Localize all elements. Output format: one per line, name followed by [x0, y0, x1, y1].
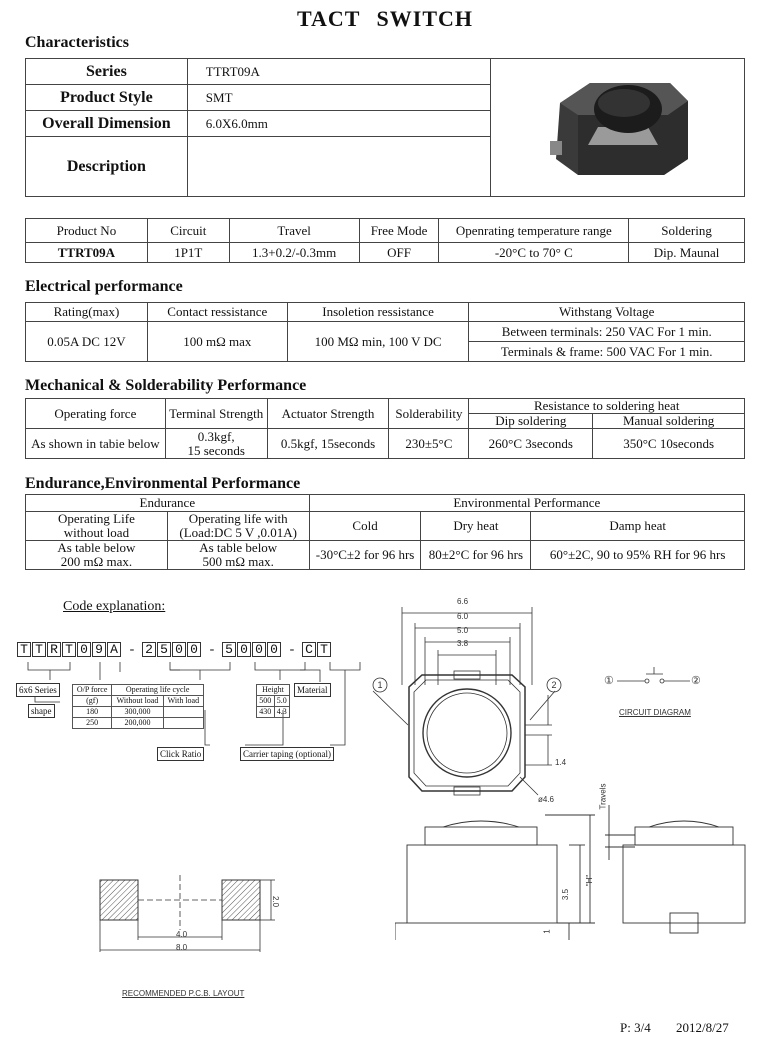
dim-diameter: ø4.6	[538, 795, 555, 804]
page-title: TACT SWITCH	[296, 6, 474, 31]
product-header: Product No	[26, 219, 148, 243]
svg-text:2: 2	[551, 680, 557, 690]
terminal-strength-line2: 15 seconds	[187, 442, 245, 458]
code-char: 9	[92, 642, 106, 657]
dim-top-4: 3.8	[457, 639, 469, 648]
code-char: 0	[187, 642, 201, 657]
height-table-cell: 5.0	[274, 696, 289, 707]
code-char: 0	[172, 642, 186, 657]
switch-photo	[538, 71, 698, 181]
product-header: Soldering	[629, 219, 745, 243]
date: 2012/8/27	[676, 1020, 729, 1035]
endurance-header	[26, 512, 168, 541]
endurance-header: Dry heat	[421, 512, 531, 541]
code-char: 0	[252, 642, 266, 657]
op-life-line1: Operating Life	[57, 511, 135, 526]
life-value-line1: As table below	[57, 540, 136, 555]
code-char: A	[107, 642, 121, 657]
mechanical-cell	[165, 429, 267, 459]
rating-value: 0.05A DC 12V	[26, 322, 148, 362]
product-table	[25, 218, 745, 263]
life-table-cell	[163, 707, 203, 718]
code-char: T	[62, 642, 76, 657]
life-table-cell	[163, 718, 203, 729]
electrical-heading: Electrical performance	[25, 278, 183, 295]
op-life-load-line2: (Load:DC 5 V ,0.01A)	[179, 525, 298, 540]
dim-top-3: 5.0	[457, 626, 469, 635]
life-table-sub: With load	[163, 696, 203, 707]
code-char: R	[47, 642, 61, 657]
terminal-strength-line1: 0.3kgf,	[197, 428, 235, 444]
code-char: 5	[222, 642, 236, 657]
endurance-header: Cold	[309, 512, 421, 541]
characteristics-heading: Characteristics	[25, 34, 129, 51]
mechanical-header: Resistance to soldering heat	[469, 399, 745, 414]
life-table-cell: 300,000	[112, 707, 164, 718]
side-dim-2: "H"	[585, 874, 595, 887]
height-table-cell: 500	[257, 696, 275, 707]
endurance-group: Endurance	[26, 495, 310, 512]
mechanical-header: Operating force	[26, 399, 166, 429]
pcb-label: RECOMMENDED P.C.B. LAYOUT	[122, 989, 245, 998]
product-photo-cell	[491, 59, 745, 197]
travels-label: Travels	[598, 783, 608, 810]
dim-top-2: 6.0	[457, 612, 469, 621]
product-header: Travel	[229, 219, 359, 243]
mechanical-header: Actuator Strength	[267, 399, 389, 429]
height-table-header: Height	[257, 685, 290, 696]
endurance-cell	[167, 541, 309, 570]
endurance-heading: Endurance,Environmental Performance	[25, 475, 301, 492]
code-char: T	[317, 642, 331, 657]
mechanical-cell: 260°C 3seconds	[469, 429, 593, 459]
life-value-line2: 200 mΩ max.	[60, 554, 133, 569]
mechanical-heading: Mechanical & Solderability Performance	[25, 377, 307, 394]
code-char: T	[17, 642, 31, 657]
product-header: Circuit	[147, 219, 229, 243]
life-table-sub: Without load	[112, 696, 164, 707]
side-dim-1: 3.5	[561, 888, 571, 901]
carrier-tag: Carrier taping (optional)	[240, 747, 334, 761]
product-cell: OFF	[359, 243, 439, 263]
damp-heat-value: 60°±2C, 90 to 95% RH for 96 hrs	[531, 541, 745, 570]
mechanical-subheader: Manual soldering	[593, 414, 745, 429]
dry-heat-value: 80±2°C for 96 hrs	[421, 541, 531, 570]
code-char: T	[32, 642, 46, 657]
description-value	[187, 137, 490, 197]
electrical-header: Rating(max)	[26, 303, 148, 322]
life-cycle-table	[72, 684, 204, 729]
life-load-value-line2: 500 mΩ max.	[202, 554, 274, 569]
mechanical-cell: 230±5°C	[389, 429, 469, 459]
code-char: 2	[142, 642, 156, 657]
life-table-header: O/P force	[73, 685, 112, 696]
life-table-header: Operating life cycle	[112, 685, 204, 696]
code-char: C	[302, 642, 316, 657]
description-label: Description	[26, 137, 188, 197]
code-heading: Code explanation:	[63, 599, 166, 614]
mechanical-header: Solderability	[389, 399, 469, 429]
code-dash: -	[289, 642, 295, 657]
environmental-group: Environmental Performance	[309, 495, 744, 512]
withstand-value: Terminals & frame: 500 VAC For 1 min.	[469, 342, 745, 362]
mechanical-cell: As shown in tabie below	[26, 429, 166, 459]
click-ratio-tag: Click Ratio	[157, 747, 204, 761]
mechanical-cell: 0.5kgf, 15seconds	[267, 429, 389, 459]
code-char: 0	[267, 642, 281, 657]
pcb-dim-2: 8.0	[176, 943, 188, 952]
electrical-header: Withstang Voltage	[469, 303, 745, 322]
dim-top-1: 6.6	[457, 597, 469, 606]
product-header: Free Mode	[359, 219, 439, 243]
op-life-load-line1: Operating life with	[188, 511, 288, 526]
life-table-cell: 250	[73, 718, 112, 729]
endurance-cell	[26, 541, 168, 570]
dim-side: 1.4	[555, 758, 567, 767]
dimension-label: Overall Dimension	[26, 111, 188, 137]
mechanical-subheader: Dip soldering	[469, 414, 593, 429]
code-char: 5	[157, 642, 171, 657]
withstand-value: Between terminals: 250 VAC For 1 min.	[469, 322, 745, 342]
product-cell: Dip. Maunal	[629, 243, 745, 263]
series-tag: 6x6 Series	[16, 683, 60, 697]
height-table	[256, 684, 290, 718]
circuit-node-2: ②	[691, 675, 701, 687]
series-label: Series	[26, 59, 188, 85]
material-tag: Material	[294, 683, 331, 697]
product-cell: TTRT09A	[26, 243, 148, 263]
dimension-value: 6.0X6.0mm	[187, 111, 490, 137]
svg-text:1: 1	[377, 680, 383, 690]
shape-tag: shape	[28, 704, 55, 718]
height-table-cell: 430	[257, 707, 275, 718]
code-char: 0	[77, 642, 91, 657]
code-dash: -	[209, 642, 215, 657]
code-char: 0	[237, 642, 251, 657]
side-dim-3: 1	[542, 929, 552, 934]
product-header: Openrating temperature range	[439, 219, 629, 243]
op-life-line2: without load	[63, 525, 130, 540]
circuit-node-1: ①	[604, 675, 614, 687]
pcb-dim-1: 4.0	[176, 930, 188, 939]
life-load-value-line1: As table below	[199, 540, 278, 555]
circuit-label: CIRCUIT DIAGRAM	[619, 708, 691, 717]
style-value: SMT	[187, 85, 490, 111]
cold-value: -30°C±2 for 96 hrs	[309, 541, 421, 570]
mechanical-table	[25, 398, 745, 459]
code-dash: -	[129, 642, 135, 657]
life-table-sub: (gf)	[73, 696, 112, 707]
style-label: Product Style	[26, 85, 188, 111]
electrical-header: Insoletion ressistance	[287, 303, 469, 322]
product-cell: -20°C to 70° C	[439, 243, 629, 263]
characteristics-table	[25, 58, 745, 197]
electrical-table	[25, 302, 745, 362]
life-table-cell: 180	[73, 707, 112, 718]
electrical-header: Contact ressistance	[147, 303, 287, 322]
mechanical-header: Terminal Strength	[165, 399, 267, 429]
mechanical-cell: 350°C 10seconds	[593, 429, 745, 459]
page-number: P: 3/4	[620, 1020, 651, 1035]
pcb-dim-3: 2.0	[271, 895, 281, 908]
side-view-drawing	[395, 775, 755, 945]
endurance-header: Damp heat	[531, 512, 745, 541]
endurance-header	[167, 512, 309, 541]
pcb-layout-drawing	[95, 870, 315, 965]
insulation-value: 100 MΩ min, 100 V DC	[287, 322, 469, 362]
product-cell: 1.3+0.2/-0.3mm	[229, 243, 359, 263]
life-table-cell: 200,000	[112, 718, 164, 729]
series-value: TTRT09A	[187, 59, 490, 85]
contact-value: 100 mΩ max	[147, 322, 287, 362]
endurance-table	[25, 494, 745, 570]
height-table-cell: 4.3	[274, 707, 289, 718]
product-cell: 1P1T	[147, 243, 229, 263]
